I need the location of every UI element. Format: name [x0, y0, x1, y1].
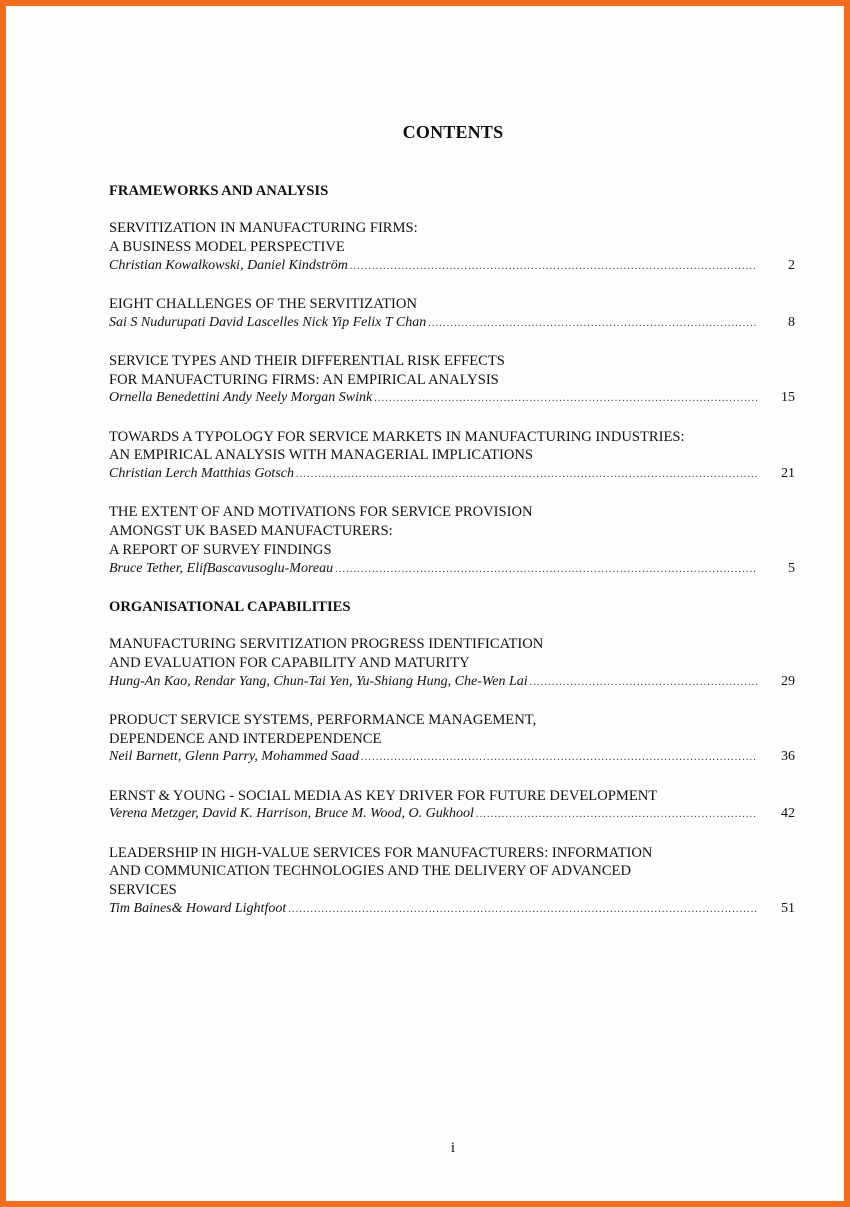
- author-row: [109, 900, 795, 920]
- entry-authors: Christian Lerch Matthias Gotsch: [109, 466, 294, 482]
- toc-entry[interactable]: [109, 219, 795, 276]
- toc-entry[interactable]: [109, 295, 795, 333]
- entry-page-number: 2: [788, 257, 795, 273]
- toc-entry[interactable]: [109, 711, 795, 768]
- author-row: [109, 560, 795, 580]
- dot-leader: [428, 315, 757, 334]
- entry-title-line: MANUFACTURING SERVITIZATION PROGRESS IDENTIFICATION: [109, 636, 544, 653]
- author-row: [109, 465, 795, 485]
- document-page: [6, 6, 844, 1201]
- entry-authors: Verena Metzger, David K. Harrison, Bruce M. Wood, O. Gukhool: [109, 806, 474, 822]
- entry-title-line: A BUSINESS MODEL PERSPECTIVE: [109, 239, 345, 255]
- entry-page-number: 51: [781, 900, 795, 916]
- author-row: [109, 748, 795, 768]
- author-row: [109, 389, 795, 409]
- entry-authors: Tim Baines& Howard Lightfoot: [109, 900, 287, 916]
- section-heading: FRAMEWORKS AND ANALYSIS: [109, 183, 329, 199]
- dot-leader: [361, 749, 757, 768]
- toc-entry[interactable]: [109, 352, 795, 409]
- entry-page-number: 21: [781, 466, 795, 482]
- entry-title-line: SERVICES: [109, 881, 177, 898]
- toc-entry[interactable]: [109, 635, 795, 692]
- entry-authors: Christian Kowalkowski, Daniel Kindström: [109, 257, 348, 273]
- page-number-footer: i: [450, 1140, 456, 1156]
- entry-page-number: 36: [781, 749, 795, 765]
- entry-authors: Ornella Benedettini Andy Neely Morgan Swink: [109, 390, 373, 406]
- entry-title-line: SERVICE TYPES AND THEIR DIFFERENTIAL RISK EFFECTS: [109, 353, 505, 369]
- table-of-contents: [109, 182, 795, 938]
- dot-leader: [350, 258, 757, 277]
- dot-leader: [530, 674, 757, 693]
- dot-leader: [335, 561, 757, 580]
- section-heading: ORGANISATIONAL CAPABILITIES: [109, 598, 351, 615]
- dot-leader: [296, 466, 757, 485]
- toc-entry[interactable]: [109, 428, 795, 485]
- toc-entry[interactable]: [109, 844, 795, 920]
- entry-title-line: AND EVALUATION FOR CAPABILITY AND MATURITY: [109, 654, 470, 671]
- entry-title-line: DEPENDENCE AND INTERDEPENDENCE: [109, 730, 382, 747]
- entry-authors: Bruce Tether, ElifBascavusoglu-Moreau: [109, 560, 334, 576]
- entry-page-number: 15: [781, 390, 795, 406]
- toc-entry[interactable]: [109, 503, 795, 579]
- author-row: [109, 257, 795, 277]
- dot-leader: [374, 390, 757, 409]
- entry-title-line: PRODUCT SERVICE SYSTEMS, PERFORMANCE MANAGEMENT,: [109, 711, 537, 728]
- page-title: CONTENTS: [402, 122, 504, 142]
- entry-page-number: 8: [788, 314, 795, 330]
- entry-title-line: AMONGST UK BASED MANUFACTURERS:: [109, 523, 393, 540]
- entry-title-line: A REPORT OF SURVEY FINDINGS: [109, 541, 332, 558]
- entry-title-line: EIGHT CHALLENGES OF THE SERVITIZATION: [109, 296, 417, 312]
- entry-page-number: 5: [788, 560, 795, 576]
- entry-authors: Sai S Nudurupati David Lascelles Nick Yip Felix T Chan: [109, 314, 427, 330]
- entry-title-line: THE EXTENT OF AND MOTIVATIONS FOR SERVICE PROVISION: [109, 504, 533, 521]
- entry-title-line: LEADERSHIP IN HIGH-VALUE SERVICES FOR MANUFACTURERS: INFORMATION: [109, 844, 653, 861]
- author-row: [109, 314, 795, 334]
- entry-page-number: 42: [781, 806, 795, 822]
- entry-title-line: TOWARDS A TYPOLOGY FOR SERVICE MARKETS IN MANUFACTURING INDUSTRIES:: [109, 428, 685, 445]
- entry-authors: Hung-An Kao, Rendar Yang, Chun-Tai Yen, Yu-Shiang Hung, Che-Wen Lai: [109, 673, 528, 689]
- dot-leader: [288, 901, 757, 920]
- dot-leader: [476, 806, 757, 825]
- author-row: [109, 673, 795, 693]
- entry-title-line: FOR MANUFACTURING FIRMS: AN EMPIRICAL ANALYSIS: [109, 371, 499, 388]
- author-row: [109, 805, 795, 825]
- entry-title-line: AN EMPIRICAL ANALYSIS WITH MANAGERIAL IMPLICATIONS: [109, 447, 534, 464]
- entry-authors: Neil Barnett, Glenn Parry, Mohammed Saad: [109, 749, 360, 765]
- entry-title-line: ERNST & YOUNG - SOCIAL MEDIA AS KEY DRIVER FOR FUTURE DEVELOPMENT: [109, 787, 658, 804]
- toc-entry[interactable]: [109, 787, 795, 825]
- entry-title-line: AND COMMUNICATION TECHNOLOGIES AND THE DELIVERY OF ADVANCED: [109, 863, 632, 880]
- entry-page-number: 29: [781, 673, 795, 689]
- entry-title-line: SERVITIZATION IN MANUFACTURING FIRMS:: [109, 220, 418, 237]
